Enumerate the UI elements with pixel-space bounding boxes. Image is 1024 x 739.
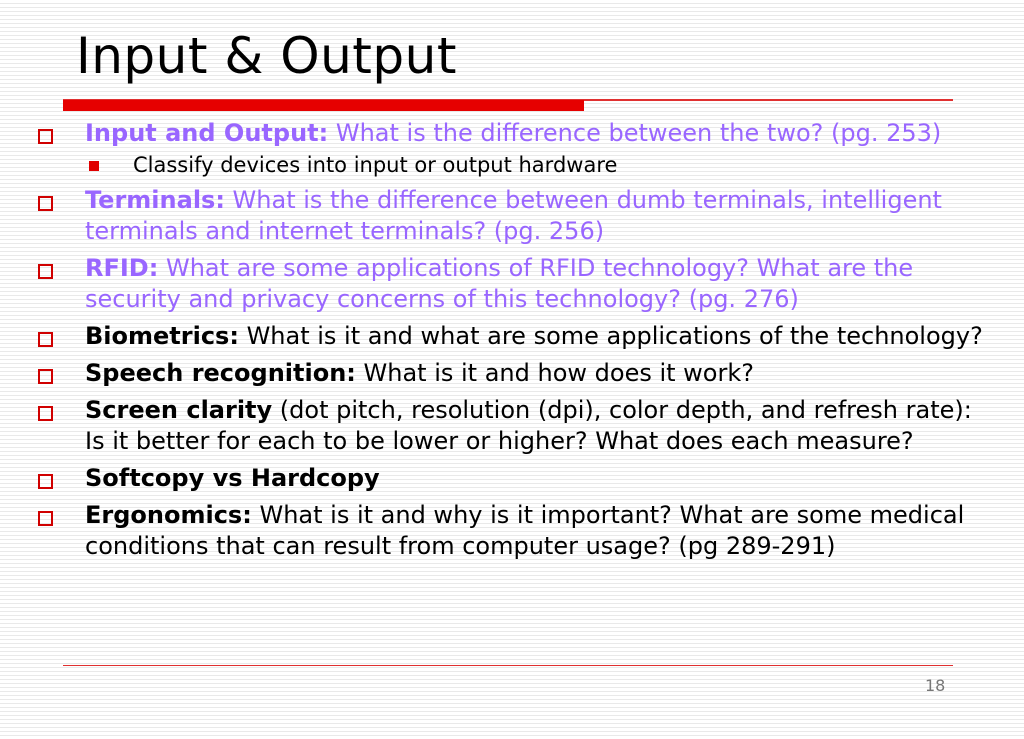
hollow-square-bullet-icon — [38, 474, 53, 489]
hollow-square-bullet-icon — [38, 264, 53, 279]
bullet-text: What are some applications of RFID technology? What are the security and privacy concerns of this technology? (pg. 276) — [85, 254, 914, 313]
sub-bullet-item — [85, 151, 997, 179]
hollow-square-bullet-icon — [38, 511, 53, 526]
bullet-lead: Softcopy vs Hardcopy — [85, 464, 380, 492]
hollow-square-bullet-icon — [38, 406, 53, 421]
title-underline-thick — [63, 100, 584, 111]
bullet-text: (dot pitch, resolution (dpi), color depth, and refresh rate): Is it better for each to be lower or higher? What does each measure? — [85, 396, 972, 455]
bullet-text: What is it and how does it work? — [355, 359, 754, 387]
bullet-item-screen-clarity — [32, 395, 997, 457]
bullet-lead: RFID: — [85, 254, 159, 282]
bullet-text: What is it and why is it important? What are some medical conditions that can result from computer usage? (pg 289-291) — [85, 501, 965, 560]
hollow-square-bullet-icon — [38, 332, 53, 347]
bullet-lead: Terminals: — [85, 186, 225, 214]
hollow-square-bullet-icon — [38, 196, 53, 211]
bullet-item-terminals — [32, 185, 997, 247]
filled-square-bullet-icon — [89, 161, 99, 171]
bullet-item-input-output — [32, 118, 997, 179]
bullet-lead: Input and Output: — [85, 119, 329, 147]
bullet-item-biometrics — [32, 321, 997, 352]
page-number: 18 — [925, 676, 946, 695]
bullet-text: What is the difference between the two? (pg. 253) — [328, 119, 942, 147]
bullet-item-rfid — [32, 253, 997, 315]
slide-title: Input & Output — [76, 27, 457, 85]
bullet-lead: Speech recognition: — [85, 359, 356, 387]
bullet-list — [32, 118, 997, 568]
hollow-square-bullet-icon — [38, 129, 53, 144]
bullet-lead: Biometrics: — [85, 322, 239, 350]
sub-bullet-list — [85, 151, 997, 179]
bullet-item-speech-recognition — [32, 358, 997, 389]
bullet-lead: Screen clarity — [85, 396, 273, 424]
sub-bullet-text: Classify devices into input or output hardware — [133, 153, 618, 177]
footer-rule — [63, 665, 953, 666]
bullet-lead: Ergonomics: — [85, 501, 252, 529]
bullet-item-ergonomics — [32, 500, 997, 562]
bullet-item-softcopy-hardcopy — [32, 463, 997, 494]
bullet-text: What is the difference between dumb terminals, intelligent terminals and internet terminals? (pg. 256) — [85, 186, 942, 245]
bullet-text: What is it and what are some applications of the technology? — [238, 322, 983, 350]
hollow-square-bullet-icon — [38, 369, 53, 384]
